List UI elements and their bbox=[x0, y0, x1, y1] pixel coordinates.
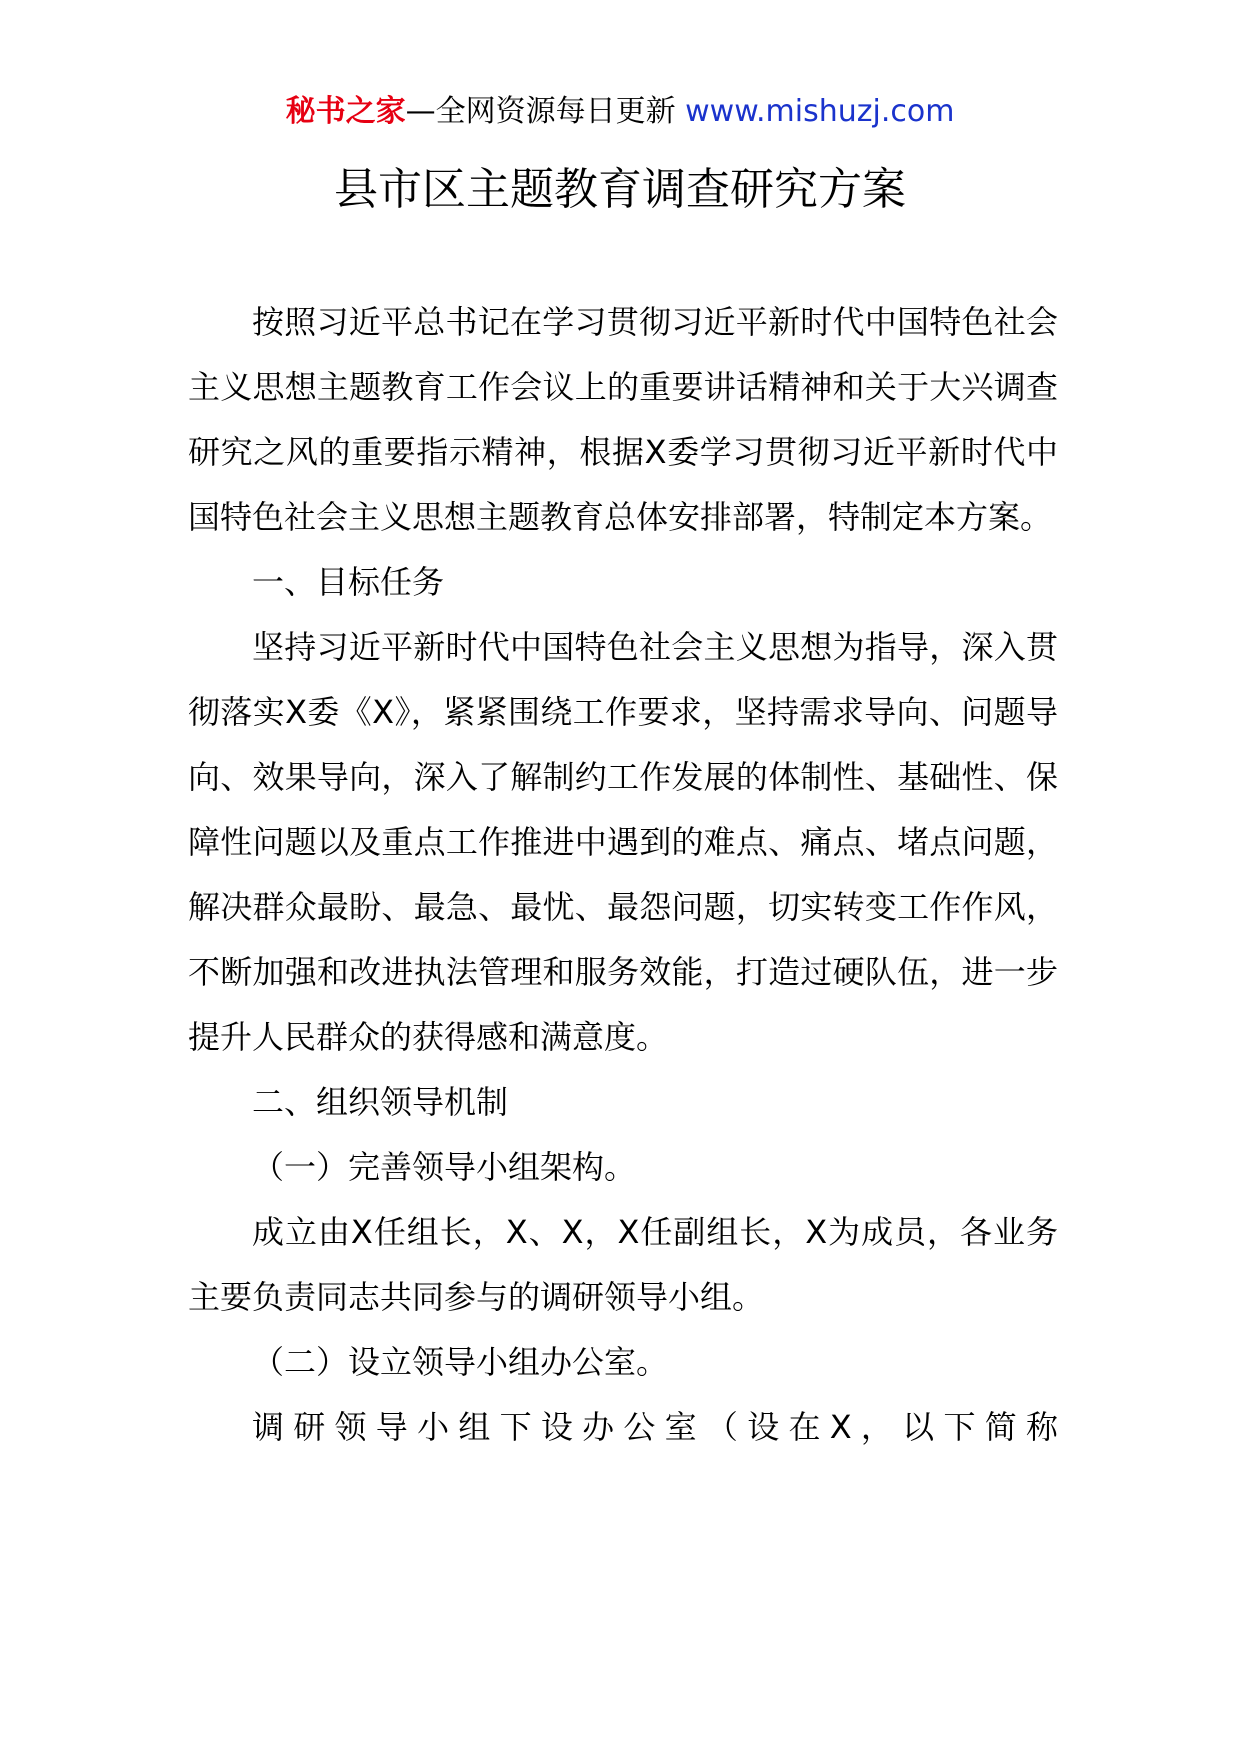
site-slogan: —全网资源每日更新 bbox=[405, 94, 686, 129]
document-body bbox=[188, 290, 1058, 1460]
document-title: 县市区主题教育调查研究方案 bbox=[334, 164, 906, 215]
section-heading-leadership: 二、组织领导机制 bbox=[252, 1083, 509, 1121]
site-brand: 秘书之家 bbox=[285, 94, 406, 129]
paragraph-intro: 按照习近平总书记在学习贯彻习近平新时代中国特色社会主义思想主题教育工作会议上的重要讲话精神和关于大兴调查研究之风的重要指示精神，根据X委学习贯彻习近平新时代中国特色社会主义思想主题教育总体安排部署，特制定本方案。 bbox=[188, 303, 1058, 536]
section-heading-goals: 一、目标任务 bbox=[252, 563, 445, 601]
site-header bbox=[0, 92, 1240, 132]
paragraph-office: 调研领导小组下设办公室（设在X，以下简称 bbox=[252, 1408, 1058, 1446]
subsection-heading-office: （二）设立领导小组办公室。 bbox=[252, 1343, 669, 1381]
paragraph-structure: 成立由X任组长，X、X，X任副组长，X为成员，各业务主要负责同志共同参与的调研领导小组。 bbox=[188, 1213, 1058, 1316]
paragraph-goals: 坚持习近平新时代中国特色社会主义思想为指导，深入贯彻落实X委《X》，紧紧围绕工作要求，坚持需求导向、问题导向、效果导向，深入了解制约工作发展的体制性、基础性、保障性问题以及重点工作推进中遇到的难点、痛点、堵点问题，解决群众最盼、最急、最忧、最怨问题，切实转变工作作风，不断加强和改进执法管理和服务效能，打造过硬队伍，进一步提升人民群众的获得感和满意度。 bbox=[188, 628, 1058, 1056]
subsection-heading-structure: （一）完善领导小组架构。 bbox=[252, 1148, 637, 1186]
site-url-link[interactable]: www.mishuzj.com bbox=[685, 94, 955, 129]
